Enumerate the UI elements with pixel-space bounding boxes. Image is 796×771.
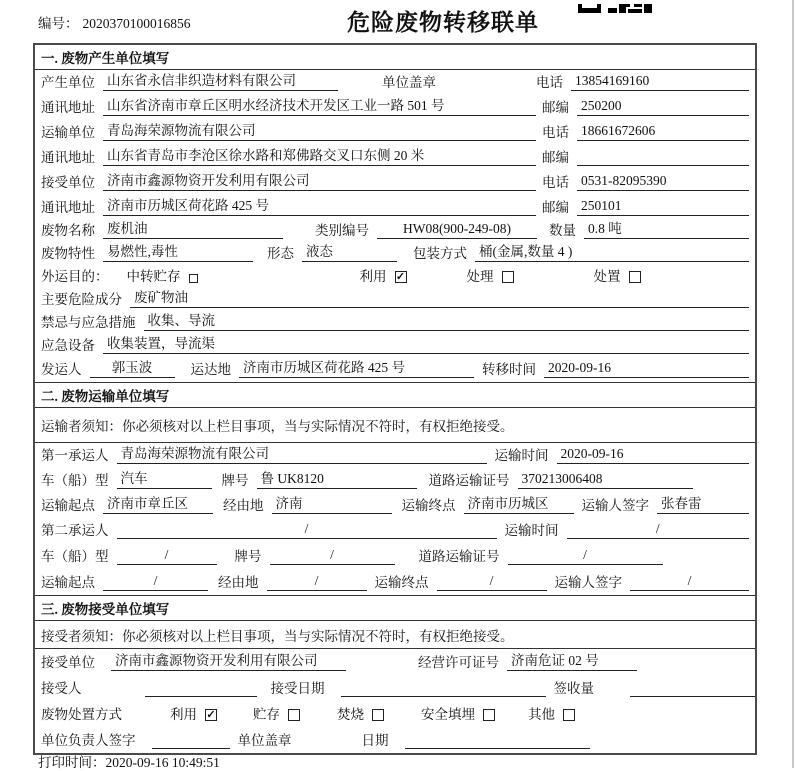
form-section <box>35 45 755 382</box>
field-label: 运输起点 <box>41 498 95 513</box>
field-label: 车（船）型 <box>41 549 109 564</box>
field-value: 郭玉波 <box>90 360 175 378</box>
field-value: 济南市章丘区 <box>103 496 213 514</box>
field-label: 处置 <box>593 269 621 284</box>
form-row <box>35 335 755 358</box>
form-row <box>35 675 755 701</box>
field-label: 接受单位 <box>41 175 95 190</box>
field-label: 接受人 <box>41 681 82 696</box>
field-value: 山东省济南市章丘区明水经济技术开发区工业一路 501 号 <box>103 98 536 116</box>
section-header: 三. 废物接受单位填写 <box>35 596 755 621</box>
field-value: / <box>117 521 497 539</box>
blank-underline <box>341 681 546 697</box>
field-label: 废物特性 <box>41 246 95 261</box>
field-label: 利用 <box>170 707 197 722</box>
field-value: 济南市鑫源物资开发利用有限公司 <box>103 173 536 191</box>
form-row <box>35 120 755 145</box>
field-label: 禁忌与应急措施 <box>41 315 136 330</box>
form-row <box>35 701 755 727</box>
form-row <box>35 468 755 493</box>
serial-value: 2020370100016856 <box>82 16 191 31</box>
form-section <box>35 595 755 753</box>
form-row <box>35 727 755 753</box>
field-value: / <box>567 521 750 539</box>
field-label: 牌号 <box>234 549 262 564</box>
form-table <box>33 43 757 755</box>
field-value: 废矿物油 <box>130 290 749 308</box>
field-label: 道路运输证号 <box>418 549 500 564</box>
field-value: 济南市历城区荷花路 425 号 <box>103 198 536 216</box>
field-label: 日期 <box>361 733 389 748</box>
section-note: 接受者须知：你必须核对以上栏目事项，当与实际情况不符时，有权拒绝接受。 <box>35 621 755 649</box>
checkbox-unchecked-icon <box>189 274 198 283</box>
form-row <box>35 649 755 675</box>
form-row <box>35 95 755 120</box>
field-value: 张春雷 <box>657 496 749 514</box>
field-value: 济南市鑫源物资开发利用有限公司 <box>111 653 346 671</box>
field-value: 青岛海荣源物流有限公司 <box>103 123 536 141</box>
checkbox-unchecked-icon <box>483 709 495 721</box>
field-label: 废物处置方式 <box>41 707 122 722</box>
field-label: 运输时间 <box>494 448 549 463</box>
field-label: 运输起点 <box>41 575 95 590</box>
field-label: 通讯地址 <box>41 100 95 115</box>
field-label: 运输单位 <box>41 125 95 140</box>
field-label: 通讯地址 <box>41 150 95 165</box>
field-label: 形态 <box>267 246 294 261</box>
field-label: 邮编 <box>542 100 569 115</box>
field-value: HW08(900-249-08) <box>377 221 537 239</box>
blank-underline <box>630 681 755 697</box>
field-value: 收集装置，导流渠 <box>103 336 749 354</box>
field-value: 山东省永信非织造材料有限公司 <box>103 73 338 91</box>
field-value: / <box>437 573 547 591</box>
field-value: 370213006408 <box>518 471 693 489</box>
form-row <box>35 543 755 569</box>
field-value: / <box>267 573 367 591</box>
form-row <box>35 493 755 518</box>
form-row <box>35 569 755 595</box>
field-label: 单位负责人签字 <box>41 733 136 748</box>
form-row <box>35 312 755 335</box>
form-row <box>35 443 755 468</box>
field-value: 18661672606 <box>577 123 749 141</box>
field-label: 经由地 <box>223 498 264 513</box>
field-value: 废机油 <box>103 221 283 239</box>
field-label: 数量 <box>549 223 576 238</box>
field-label: 单位盖章 <box>237 733 292 748</box>
field-label: 电话 <box>536 75 563 90</box>
field-label: 安全填埋 <box>421 707 475 722</box>
section-header: 一. 废物产生单位填写 <box>35 45 755 70</box>
qr-code-fragment-icon <box>578 0 652 9</box>
field-value: 13854169160 <box>571 73 749 91</box>
form-row <box>35 220 755 243</box>
page-title: 危险废物转移联单 <box>347 10 539 35</box>
field-label: 应急设备 <box>41 338 95 353</box>
form-row <box>35 70 755 95</box>
field-label: 运输人签字 <box>554 575 622 590</box>
field-value: 收集、导流 <box>144 313 750 331</box>
field-label: 接受单位 <box>41 655 95 670</box>
form-section <box>35 382 755 595</box>
field-label: 包装方式 <box>413 246 467 261</box>
field-label: 运输时间 <box>504 523 559 538</box>
field-label: 牌号 <box>221 473 249 488</box>
checkbox-checked-icon: ✓ <box>395 271 406 283</box>
form-row <box>35 289 755 312</box>
form-row <box>35 358 755 382</box>
blank-underline <box>405 733 590 749</box>
form-row <box>35 195 755 220</box>
field-label: 发运人 <box>41 362 82 377</box>
print-time-value: 2020-09-16 10:49:51 <box>105 755 220 770</box>
field-label: 产生单位 <box>41 75 95 90</box>
section-note: 运输者须知：你必须核对以上栏目事项，当与实际情况不符时，有权拒绝接受。 <box>35 408 755 443</box>
field-label: 中转贮存 <box>126 269 181 284</box>
checkbox-checked-icon: ✓ <box>206 709 216 721</box>
field-label: 运输终点 <box>401 498 456 513</box>
field-value: 250101 <box>577 198 749 216</box>
field-label: 运输人签字 <box>581 498 649 513</box>
field-value: 济南市历城区荷花路 425 号 <box>239 360 474 378</box>
form-row <box>35 518 755 543</box>
field-label: 焚烧 <box>337 707 364 722</box>
field-label: 处理 <box>466 269 494 284</box>
field-value: 汽车 <box>117 471 212 489</box>
field-value: 0.8 吨 <box>584 221 749 239</box>
field-label: 第一承运人 <box>41 448 109 463</box>
field-label: 通讯地址 <box>41 200 95 215</box>
field-label: 主要危险成分 <box>41 292 122 307</box>
field-value: 济南市历城区 <box>464 496 574 514</box>
blank-underline <box>152 733 230 749</box>
field-value: 鲁 UK8120 <box>257 471 417 489</box>
field-value: 山东省青岛市李沧区徐水路和郑佛路交叉口东侧 20 米 <box>103 148 536 166</box>
form-row <box>35 145 755 170</box>
field-label: 运输终点 <box>374 575 429 590</box>
field-value: 济南 <box>272 496 392 514</box>
field-value: / <box>630 573 749 591</box>
page-edge-divider <box>792 0 794 768</box>
field-label: 运达地 <box>190 362 231 377</box>
checkbox-unchecked-icon <box>372 709 384 721</box>
field-label: 废物名称 <box>41 223 95 238</box>
field-label: 邮编 <box>542 150 569 165</box>
field-value: / <box>508 547 663 565</box>
field-label: 贮存 <box>253 707 280 722</box>
field-label: 外运目的： <box>41 269 109 284</box>
field-label: 接受日期 <box>270 681 325 696</box>
checkbox-unchecked-icon <box>629 271 641 283</box>
field-label: 签收量 <box>553 681 594 696</box>
field-label: 电话 <box>542 125 569 140</box>
checkbox-unchecked-icon <box>288 709 300 721</box>
field-label: 经营许可证号 <box>418 655 499 670</box>
field-label: 经由地 <box>218 575 259 590</box>
print-time-line <box>38 751 220 771</box>
field-label: 邮编 <box>542 200 569 215</box>
field-label: 车（船）型 <box>41 473 109 488</box>
form-row <box>35 243 755 266</box>
field-label: 第二承运人 <box>41 523 109 538</box>
field-value: 青岛海荣源物流有限公司 <box>117 446 487 464</box>
field-value: / <box>270 547 395 565</box>
field-value: / <box>117 547 217 565</box>
checkbox-unchecked-icon <box>563 709 575 721</box>
field-label: 转移时间 <box>482 362 536 377</box>
field-label: 类别编号 <box>315 223 369 238</box>
section-header: 二. 废物运输单位填写 <box>35 383 755 408</box>
checkbox-unchecked-icon <box>502 271 514 283</box>
form-row <box>35 170 755 195</box>
field-value: 2020-09-16 <box>544 360 749 378</box>
field-label: 电话 <box>542 175 569 190</box>
field-value: 液态 <box>302 244 397 262</box>
form-row <box>35 266 755 289</box>
field-value: 易燃性,毒性 <box>103 244 253 262</box>
field-value: 250200 <box>577 98 749 116</box>
field-label: 道路运输证号 <box>428 473 510 488</box>
field-label: 利用 <box>359 269 387 284</box>
print-time-label: 打印时间： <box>38 755 106 770</box>
field-value: 2020-09-16 <box>557 446 750 464</box>
field-value: 济南危证 02 号 <box>507 653 637 671</box>
blank-underline <box>577 150 749 166</box>
field-label: 其他 <box>528 707 555 722</box>
field-value: 桶(金属,数量 4 ) <box>475 244 749 262</box>
blank-underline <box>145 681 257 697</box>
serial-label: 编号： <box>38 16 79 31</box>
field-value: 0531-82095390 <box>577 173 749 191</box>
field-label: 单位盖章 <box>382 75 436 90</box>
field-value: / <box>103 573 208 591</box>
